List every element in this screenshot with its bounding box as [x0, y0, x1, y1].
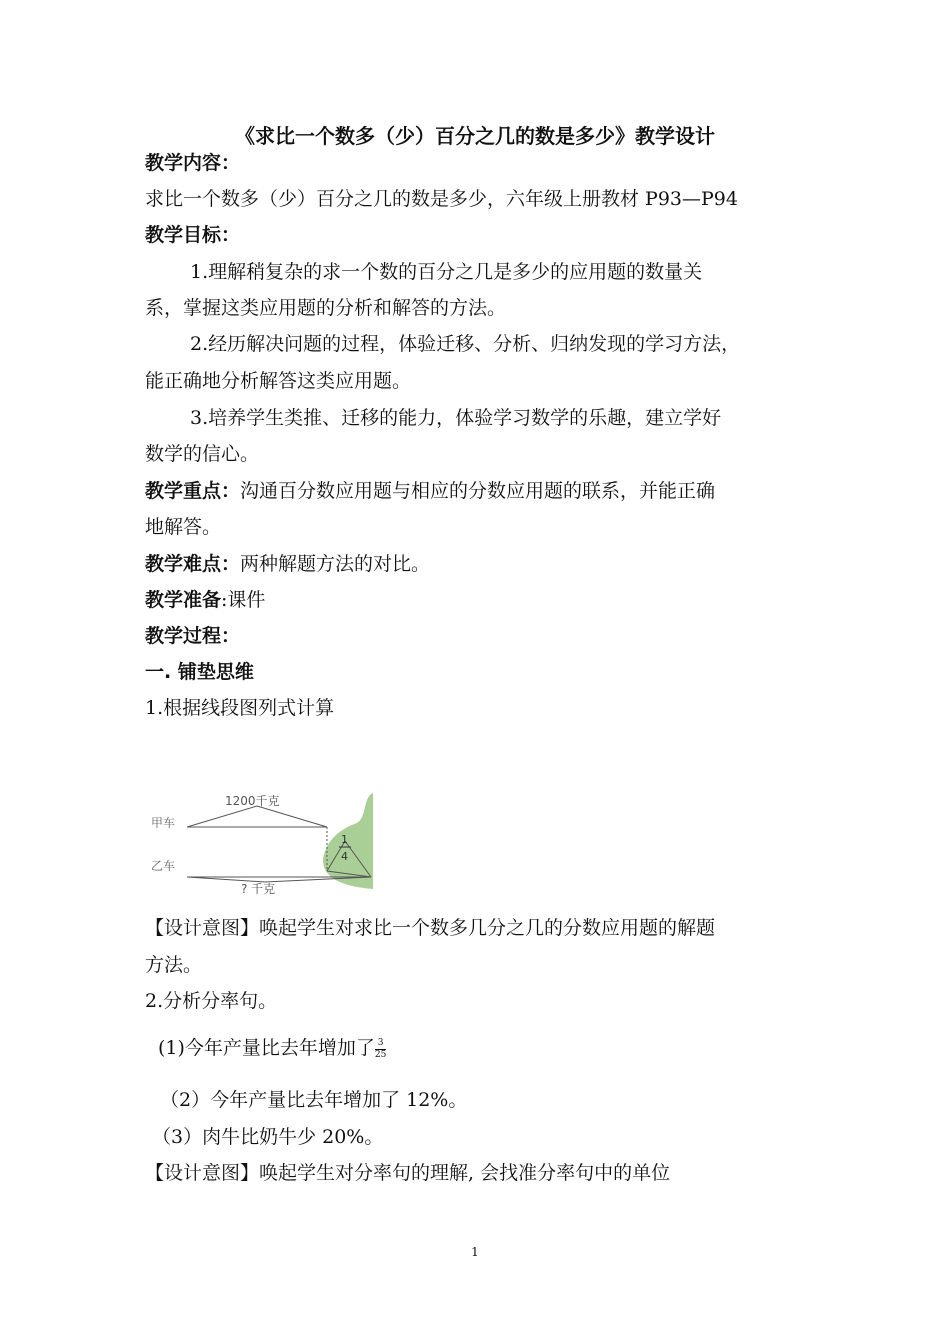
goal-2-line-b: 能正确地分析解答这类应用题。: [145, 370, 412, 392]
item-1: 1.根据线段图列式计算: [145, 697, 335, 719]
section-1-heading: 一. 铺垫思维: [145, 661, 254, 683]
difficulty-label: 教学难点：: [145, 553, 241, 575]
key-point-text: 沟通百分数应用题与相应的分数应用题的联系，并能正确: [240, 480, 716, 502]
design-intent-2: 【设计意图】唤起学生对分率句的理解, 会找准分率句中的单位: [145, 1162, 671, 1184]
preparation: [145, 582, 265, 618]
goal-3-line-a: 3.培养学生类推、迁移的能力，体验学习数学的乐趣，建立学好: [190, 407, 722, 429]
sentence-2: （2）今年产量比去年增加了 12%。: [160, 1089, 468, 1111]
fraction-denominator: 25: [374, 1049, 387, 1060]
key-point: [145, 473, 715, 509]
key-point-text-b: 地解答。: [145, 516, 222, 538]
goal-2-line-a: 2.经历解决问题的过程，体验迁移、分析、归纳发现的学习方法，: [190, 333, 741, 355]
label-unknown: ? 千克: [241, 882, 276, 896]
label-car-b: 乙车: [151, 859, 176, 873]
sentence-1-fraction: [375, 1038, 386, 1061]
label-car-a: 甲车: [151, 816, 176, 830]
difficulty: [145, 546, 430, 582]
fraction-numerator: 3: [375, 1038, 386, 1050]
content-text: 求比一个数多（少）百分之几的数是多少，六年级上册教材 P93—P94: [145, 188, 738, 210]
goal-1-line-b: 系，掌握这类应用题的分析和解答的方法。: [145, 297, 507, 319]
segment-diagram: [145, 785, 380, 900]
sentence-1: [158, 1030, 386, 1066]
sentence-1-text: (1)今年产量比去年增加了: [158, 1037, 375, 1059]
goals-heading: 教学目标：: [145, 224, 241, 246]
item-2: 2.分析分率句。: [145, 990, 278, 1012]
page-number: 1: [471, 1245, 479, 1259]
diagram-green-shape: [323, 793, 373, 889]
content-heading: 教学内容：: [145, 152, 241, 174]
preparation-label: 教学准备: [145, 589, 222, 611]
process-heading: 教学过程：: [145, 625, 241, 647]
preparation-text: :课件: [221, 589, 266, 611]
document-title: 《求比一个数多（少）百分之几的数是多少》教学设计: [235, 124, 715, 148]
sentence-3: （3）肉牛比奶牛少 20%。: [152, 1126, 384, 1148]
goal-3-line-b: 数学的信心。: [145, 443, 260, 465]
label-total: 1200千克: [225, 794, 280, 808]
design-intent-1-b: 方法。: [145, 954, 203, 976]
design-intent-1-a: 【设计意图】唤起学生对求比一个数多几分之几的分数应用题的解题: [145, 917, 716, 939]
difficulty-text: 两种解题方法的对比。: [240, 553, 431, 575]
goal-1-line-a: 1.理解稍复杂的求一个数的百分之几是多少的应用题的数量关: [190, 261, 703, 283]
label-fraction-denominator: 4: [341, 850, 348, 863]
label-fraction-numerator: 1: [341, 833, 348, 846]
key-point-label: 教学重点：: [145, 480, 241, 502]
